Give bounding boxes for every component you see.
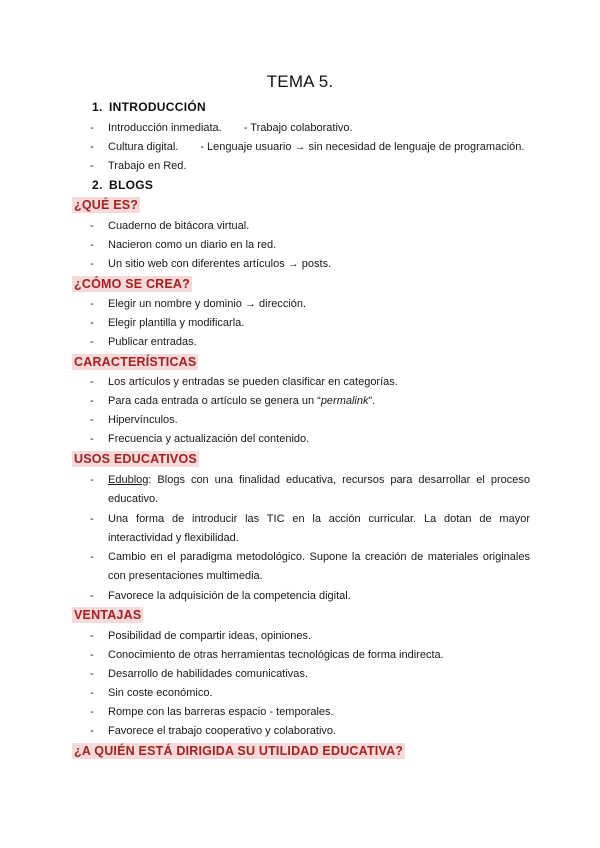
item-text: Para cada entrada o artículo se genera un “ — [108, 395, 321, 407]
list-item — [90, 722, 530, 741]
list-item — [90, 646, 530, 665]
list-item — [90, 236, 530, 255]
heading-ventajas: VENTAJAS — [74, 608, 142, 622]
item-text: Sin coste económico. — [108, 687, 213, 699]
item-text: Elegir un nombre y dominio → dirección. — [108, 298, 307, 310]
bullet-dash: - — [90, 141, 94, 153]
item-text: Trabajo en Red. — [108, 160, 187, 172]
list-item — [90, 510, 530, 548]
item-text: Nacieron como un diario en la red. — [108, 239, 277, 251]
item-text: Una forma de introducir las TIC en la acción curricular. La dotan de mayor interactividad y flexibilidad. — [108, 513, 530, 544]
item-text: Conocimiento de otras herramientas tecnológicas de forma indirecta. — [108, 649, 444, 661]
item-text: Favorece el trabajo cooperativo y colaborativo. — [108, 725, 337, 737]
item-text: Posibilidad de compartir ideas, opiniones. — [108, 630, 312, 642]
section-heading-introduccion — [92, 99, 206, 115]
bullet-dash: - — [90, 239, 94, 251]
item-text: Elegir plantilla y modificarla. — [108, 317, 245, 329]
bullet-dash: - — [90, 395, 94, 407]
heading-caracteristicas: CARACTERÍSTICAS — [74, 355, 197, 369]
section-number: 1. — [92, 100, 103, 114]
section-title: INTRODUCCIÓN — [109, 100, 206, 114]
bullet-dash: - — [90, 551, 94, 563]
page-title: TEMA 5. — [266, 72, 334, 91]
item-text: : Blogs con una finalidad educativa, recursos para desarrollar el proceso educativo. — [108, 474, 530, 505]
list-item — [90, 217, 530, 236]
list-item — [90, 684, 530, 703]
list-item — [90, 665, 530, 684]
item-text: Desarrollo de habilidades comunicativas. — [108, 668, 308, 680]
list-item — [90, 373, 530, 392]
bullet-dash: - — [90, 513, 94, 525]
list-item — [90, 295, 530, 314]
bullet-dash: - — [90, 317, 94, 329]
item-text: Un sitio web con diferentes artículos → posts. — [108, 258, 332, 270]
bullet-dash: - — [90, 414, 94, 426]
bullet-dash: - — [90, 336, 94, 348]
heading-que-es: ¿QUÉ ES? — [74, 198, 139, 212]
heading-usos-educativos: USOS EDUCATIVOS — [74, 452, 197, 466]
item-text: Introducción inmediata. — [108, 122, 222, 134]
list-item — [90, 430, 530, 449]
bullet-dash: - — [90, 590, 94, 602]
list-item — [90, 703, 530, 722]
bullet-dash: - — [90, 122, 94, 134]
list-item — [90, 314, 530, 333]
item-text: Cultura digital. — [108, 141, 179, 153]
item-text: Los artículos y entradas se pueden clasificar en categorías. — [108, 376, 398, 388]
bullet-dash: - — [90, 630, 94, 642]
bullet-dash: - — [90, 725, 94, 737]
bullet-dash: - — [90, 258, 94, 270]
item-text: Publicar entradas. — [108, 336, 197, 348]
bullet-dash: - — [90, 649, 94, 661]
section-heading-blogs — [92, 177, 153, 193]
item-text: Rompe con las barreras espacio - temporales. — [108, 706, 334, 718]
bullet-dash: - — [90, 433, 94, 445]
item-text: - Lenguaje usuario → sin necesidad de lenguaje de programación. — [200, 141, 525, 153]
item-text: Favorece la adquisición de la competencia digital. — [108, 590, 351, 602]
item-text: Cuaderno de bitácora virtual. — [108, 220, 250, 232]
item-text: - Trabajo colaborativo. — [243, 122, 353, 134]
bullet-dash: - — [90, 160, 94, 172]
bullet-dash: - — [90, 706, 94, 718]
list-item — [90, 119, 530, 138]
bullet-dash: - — [90, 474, 94, 486]
list-item — [90, 138, 550, 157]
list-item — [90, 471, 530, 509]
bullet-dash: - — [90, 220, 94, 232]
list-item — [90, 157, 530, 176]
list-item — [90, 587, 530, 606]
heading-como-se-crea: ¿CÓMO SE CREA? — [74, 277, 190, 291]
item-emphasis: permalink — [320, 395, 369, 407]
item-text: Frecuencia y actualización del contenido. — [108, 433, 310, 445]
section-title: BLOGS — [109, 178, 154, 192]
heading-a-quien-esta-dirigida: ¿A QUIÉN ESTÁ DIRIGIDA SU UTILIDAD EDUCATIVA? — [74, 744, 404, 758]
list-item — [90, 411, 530, 430]
list-item — [90, 333, 530, 352]
list-item — [90, 392, 530, 411]
bullet-dash: - — [90, 687, 94, 699]
bullet-dash: - — [90, 298, 94, 310]
bullet-dash: - — [90, 668, 94, 680]
section-number: 2. — [92, 178, 103, 192]
list-item — [90, 627, 530, 646]
item-text: ”. — [368, 395, 376, 407]
list-item — [90, 548, 530, 586]
bullet-dash: - — [90, 376, 94, 388]
list-item — [90, 255, 530, 274]
item-text: Cambio en el paradigma metodológico. Supone la creación de materiales originales con presentaciones multimedia. — [108, 551, 530, 582]
item-text: Hipervínculos. — [108, 414, 178, 426]
item-underlined-term: Edublog — [108, 474, 149, 486]
